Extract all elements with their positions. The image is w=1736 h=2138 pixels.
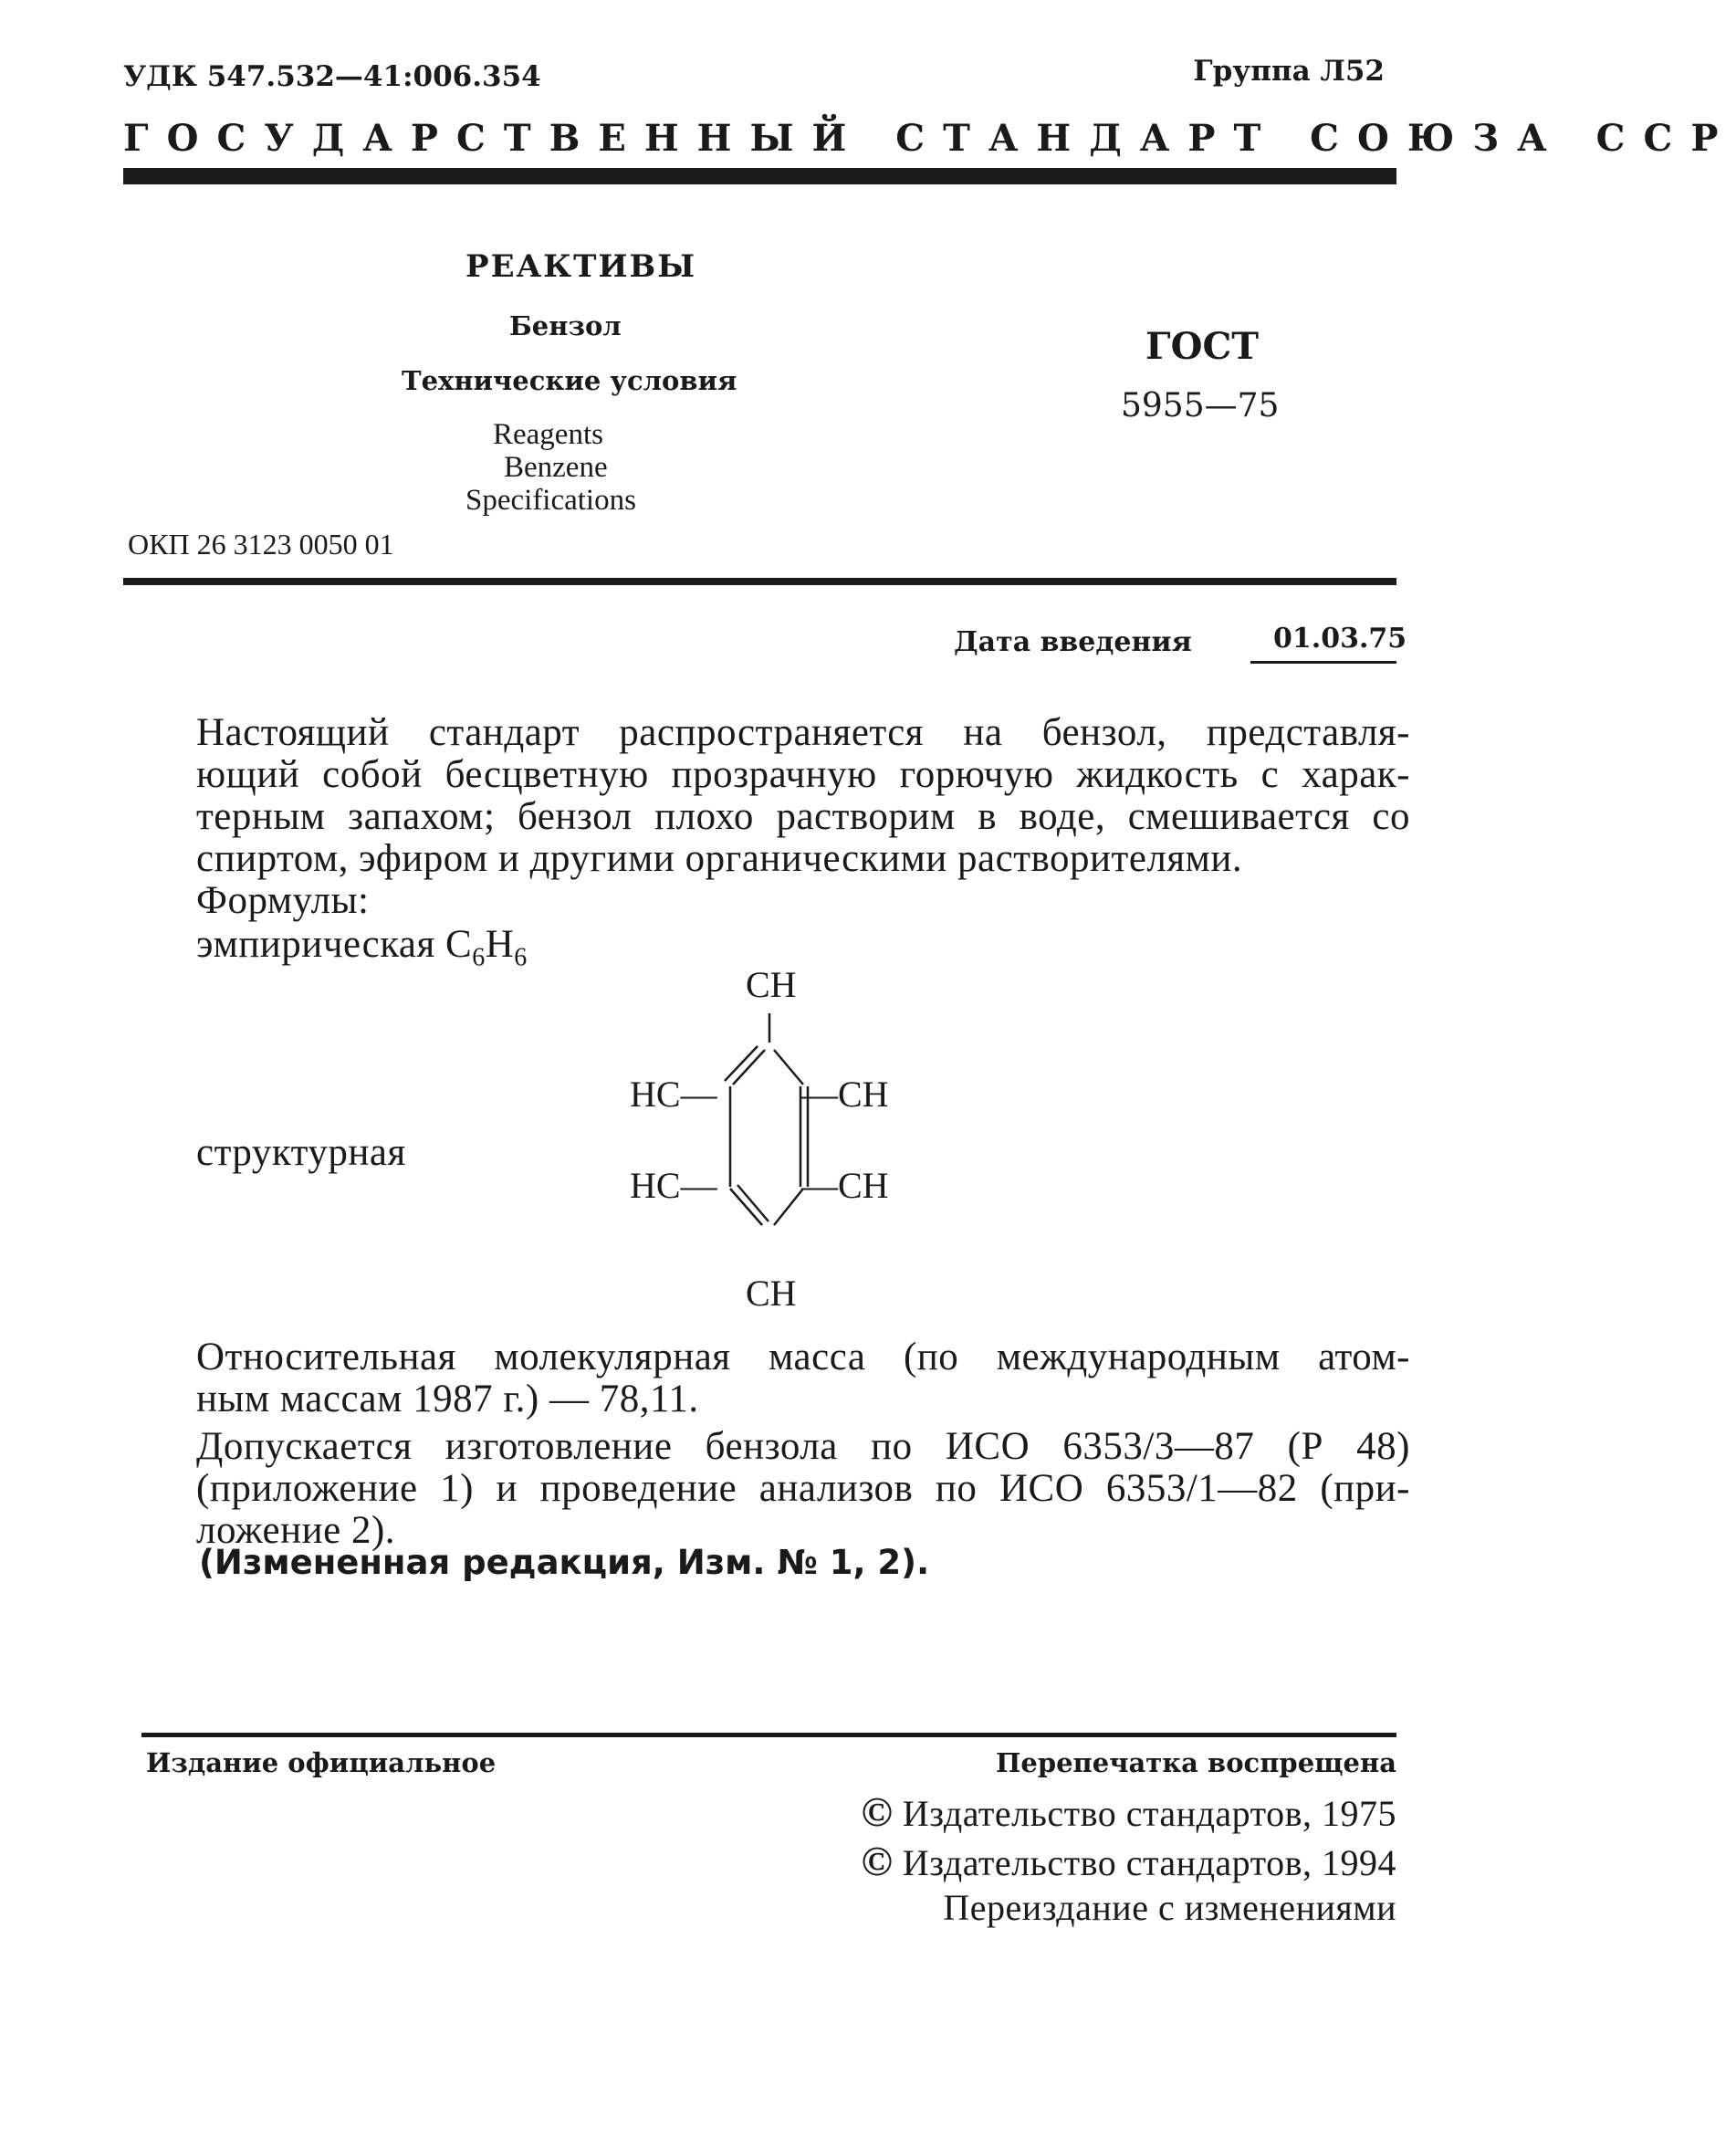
iso-note-paragraph <box>196 1426 1410 1552</box>
gost-number: 5955—75 <box>1121 387 1280 424</box>
title-rule <box>123 578 1396 585</box>
udk-code: УДК 547.532—41:006.354 <box>123 60 541 93</box>
atom-upper-left: HC— <box>630 1074 717 1115</box>
atom-lower-right: —CH <box>801 1165 889 1206</box>
reissue-note: Переиздание с изменениями <box>943 1887 1396 1928</box>
empirical-c-subscript: 6 <box>472 943 486 972</box>
molar-mass-line: ным массам 1987 г.) — 78,11. <box>196 1378 699 1420</box>
copyright-1994-text: Издательство стандартов, 1994 <box>902 1842 1396 1883</box>
english-title-line-1: Reagents <box>493 418 603 451</box>
atom-upper-right: —CH <box>801 1074 889 1115</box>
okp-code: ОКП 26 3123 0050 01 <box>128 528 394 561</box>
iso-note-line: ложение 2). <box>196 1509 396 1552</box>
scope-line: Настоящий стандарт распространяется на бензол, представля- <box>196 711 1410 754</box>
iso-note-line: (приложение 1) и проведение анализов по ИСО 6353/1—82 (при- <box>196 1467 1410 1510</box>
amendment-note: (Измененная редакция, Изм. № 1, 2). <box>199 1543 930 1582</box>
scope-line: ющий собой бесцветную прозрачную горючую жидкость с харак- <box>196 753 1410 796</box>
formulas-heading: Формулы: <box>196 879 370 922</box>
bond-upper-right <box>774 1050 803 1085</box>
reprint-prohibited: Перепечатка воспрещена <box>995 1747 1396 1778</box>
bond-lower-right <box>774 1189 803 1225</box>
copyright-symbol: © <box>861 1838 894 1884</box>
english-title-line-3: Specifications <box>465 484 636 517</box>
atom-top: CH <box>746 964 797 1005</box>
atom-bottom: CH <box>746 1273 797 1314</box>
empirical-h-subscript: 6 <box>514 943 528 972</box>
category-title: РЕАКТИВЫ <box>465 248 697 285</box>
copyright-1975 <box>862 1787 1397 1836</box>
iso-note-line: Допускается изготовление бензола по ИСО 6353/3—87 (Р 48) <box>196 1425 1410 1468</box>
intro-date-label: Дата введения <box>954 626 1192 658</box>
copyright-1975-text: Издательство стандартов, 1975 <box>902 1793 1396 1834</box>
english-title-line-2: Benzene <box>504 451 608 484</box>
conditions-title: Технические условия <box>402 365 737 396</box>
structural-label: структурная <box>196 1131 406 1174</box>
group-code: Группа Л52 <box>1193 55 1385 88</box>
atom-lower-left: HC— <box>630 1165 717 1206</box>
empirical-c: C <box>445 923 473 966</box>
scope-line: терным запахом; бензол плохо растворим в воде, смешивается со <box>196 795 1410 838</box>
copyright-symbol: © <box>861 1788 894 1835</box>
header-rule <box>123 168 1396 184</box>
footer-rule <box>141 1733 1396 1737</box>
product-name: Бензол <box>509 310 622 341</box>
benzene-structure-diagram <box>612 959 940 1324</box>
scope-paragraph <box>196 712 1410 880</box>
intro-date-value: 01.03.75 <box>1273 623 1407 655</box>
empirical-label: эмпирическая <box>196 923 435 966</box>
official-edition: Издание официальное <box>146 1747 497 1778</box>
molar-mass-paragraph <box>196 1336 1410 1420</box>
empirical-formula <box>196 922 528 973</box>
copyright-1994 <box>862 1837 1397 1885</box>
state-standard-heading: ГОСУДАРСТВЕННЫЙ СТАНДАРТ СОЮЗА ССР <box>123 117 1736 160</box>
scope-line: спиртом, эфиром и другими органическими растворителями. <box>196 837 1243 880</box>
empirical-h: H <box>485 923 515 966</box>
gost-label: ГОСТ <box>1145 325 1260 368</box>
intro-date-underline <box>1250 661 1396 664</box>
molar-mass-line: Относительная молекулярная масса (по международным атом- <box>196 1336 1410 1378</box>
